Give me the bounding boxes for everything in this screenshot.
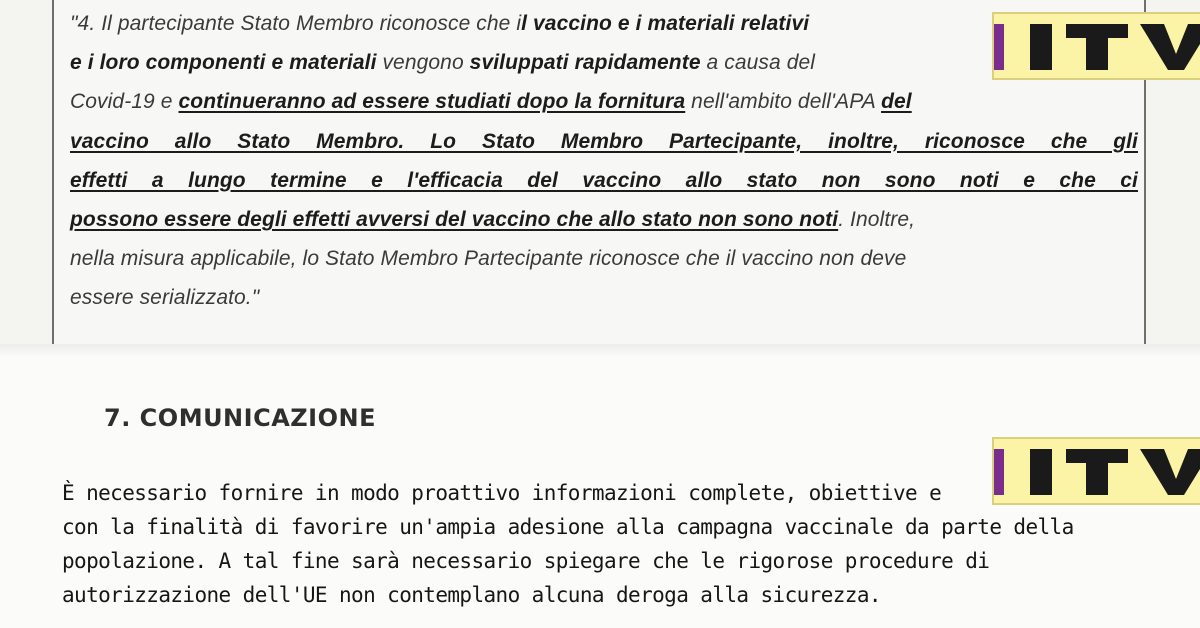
itv-logo-lower <box>992 437 1200 505</box>
quote-line-2: e i loro componenti e materiali vengono sviluppati rapidamente a causa del <box>70 51 816 75</box>
quote-line-1: "4. Il partecipante Stato Membro riconosce che il vaccino e i materiali relativi <box>70 12 810 35</box>
page-separator <box>0 344 1200 356</box>
quoted-contract-excerpt <box>52 0 1146 344</box>
section-title: 7. COMUNICAZIONE <box>104 404 376 432</box>
body-line-2: con la finalità di favorire un'ampia adesione alla campagna vaccinale da parte della <box>62 515 1074 539</box>
quote-line-3: Covid-19 e continueranno ad essere studiati dopo la fornitura nell'ambito dell'APA del <box>70 90 912 114</box>
quote-paragraph <box>70 4 1138 318</box>
quote-line-5: effetti a lungo termine e l'efficacia del vaccino allo stato non sono noti e che ci <box>70 168 1138 192</box>
body-line-1: È necessario fornire in modo proattivo informazioni complete, obiettive e <box>62 481 942 505</box>
quote-line-8: essere serializzato." <box>70 286 260 310</box>
quote-line-4: vaccino allo Stato Membro. Lo Stato Membro Partecipante, inoltre, riconosce che gli <box>70 129 1138 153</box>
quote-line-7: nella misura applicabile, lo Stato Membro Partecipante riconosce che il vaccino non deve <box>70 247 907 271</box>
body-line-3: popolazione. A tal fine sarà necessario spiegare che le rigorose procedure di <box>62 549 990 573</box>
communication-paragraph <box>62 476 1108 612</box>
body-line-4: autorizzazione dell'UE non contemplano alcuna deroga alla sicurezza. <box>62 583 881 607</box>
quote-line-6: possono essere degli effetti avversi del vaccino che allo stato non sono noti. Inoltre, <box>70 208 916 232</box>
itv-logo-lower-icon <box>994 439 1200 503</box>
itv-logo <box>992 12 1200 80</box>
itv-logo-icon <box>994 14 1200 78</box>
